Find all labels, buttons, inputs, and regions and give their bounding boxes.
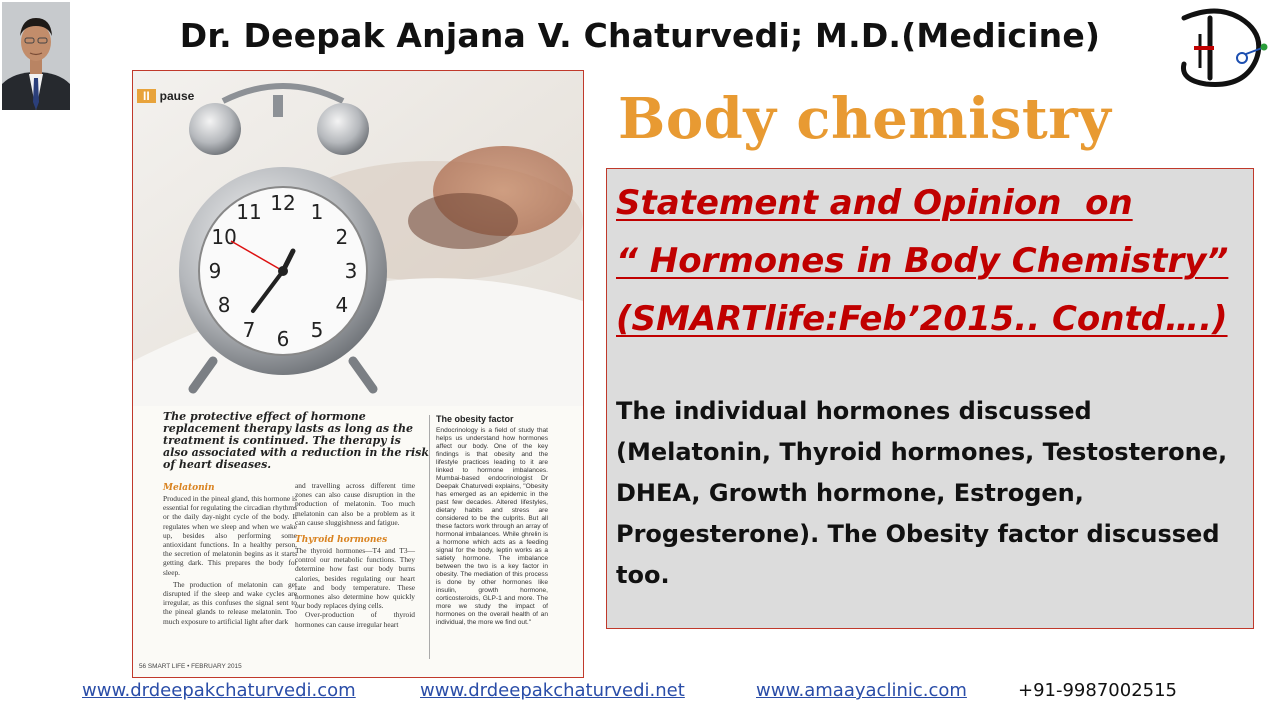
panel-heading-line-2: “ Hormones in Body Chemistry” — [616, 241, 1229, 281]
clock-number: 12 — [270, 191, 296, 215]
section-tag: II — [137, 89, 156, 103]
clock-number: 6 — [276, 327, 290, 351]
clock-number: 9 — [208, 259, 222, 283]
clock-number: 1 — [310, 200, 324, 225]
doctor-photo — [2, 2, 70, 110]
col2-text: and travelling across different time zones can also cause disruption in the production of melatonin. Too much melatonin can also be a problem as it can cause sluggishness and fatigue. — [295, 481, 415, 527]
magazine-column-2 — [295, 481, 415, 629]
obesity-text: Endocrinology is a field of study that helps us understand how hormones affect our body. One of the key findings is that obesity and the lifestyle practices leading to it are linked to hormone imbalances. Mumbai-based endocrinologist Dr Deepak Chaturvedi explains, "Obesity has emerged as an epidemic in the past few decades. Altered lifestyles, dietary habits and stress are considered to be the culprits. But all these factors work through an array of hormonal imbalances. While ghrelin is a hormone which acts as a feeding signal for the body, leptin works as a satiety hormone. The imbalance between the two is a key factor in obesity. The mediation of this process is done by other hormones like insulin, growth hormone, corticosteroids, GLP-1 and more. The more we study the impact of hormones on the overall health of an individual, the more we find out." — [436, 427, 548, 626]
statement-panel — [606, 168, 1254, 629]
thyroid-text-2: Over-production of thyroid hormones can cause irregular heart — [295, 610, 415, 629]
panel-body-text: The individual hormones discussed (Melatonin, Thyroid hormones, Testosterone, DHEA, Growth hormone, Estrogen, Progesterone). The Obesity factor discussed too. — [616, 397, 1228, 589]
clock-number: 7 — [242, 317, 256, 342]
magazine-section-label — [137, 89, 194, 105]
melatonin-text-2: The production of melatonin can get disrupted if the sleep and wake cycles are irregular, as this confuses the signal sent to the pineal glands to release melatonin. Too much exposure to artificial light after dark — [163, 579, 297, 626]
section-name: pause — [159, 89, 195, 103]
clock-number: 10 — [211, 225, 237, 249]
clock-number: 8 — [217, 293, 231, 317]
clock-number: 3 — [344, 259, 358, 283]
thyroid-text: The thyroid hormones—T4 and T3—control our metabolic functions. They determine how fast our body burns calories, besides regulating our heart rate and body temperature. These hormones also determine how quickly our body replaces dying cells. — [295, 546, 415, 611]
panel-heading-line-3: (SMARTlife:Feb’2015.. Contd….) — [616, 299, 1228, 339]
page-title: Dr. Deepak Anjana V. Chaturvedi; M.D.(Medicine) — [179, 16, 1101, 55]
footer-link-drdeepakchaturvedi-com[interactable]: www.drdeepakchaturvedi.com — [82, 680, 356, 701]
magazine-column-1 — [163, 479, 297, 626]
clock-number: 11 — [236, 200, 262, 225]
magazine-pullquote: The protective effect of hormone replacement therapy lasts as long as the treatment is continued. The therapy is also associated with a reduction in the risk of heart diseases. — [163, 410, 429, 471]
alarm-clock-photo — [133, 71, 583, 406]
clock-number: 5 — [310, 317, 324, 342]
magazine-page — [132, 70, 584, 678]
footer-phone: +91-9987002515 — [1018, 680, 1178, 701]
thyroid-heading: Thyroid hormones — [295, 535, 388, 546]
dd-logo — [1170, 4, 1278, 90]
obesity-heading: The obesity factor — [436, 414, 514, 424]
footer-link-drdeepakchaturvedi-net[interactable]: www.drdeepakchaturvedi.net — [420, 680, 685, 701]
body-chemistry-title: Body chemistry — [618, 86, 1112, 152]
melatonin-heading: Melatonin — [163, 483, 215, 493]
footer-link-amaayaclinic[interactable]: www.amaayaclinic.com — [756, 680, 967, 701]
magazine-column-3 — [429, 415, 548, 659]
melatonin-text: Produced in the pineal gland, this hormone is essential for regulating the circadian rhythms or the daily day-night cycle of the body. It regulates when we sleep and when we wake up, besides also performing some antioxidant functions. In a healthy person, the secretion of melatonin begins as it starts getting dark. This prepares the body for sleep. — [163, 494, 297, 577]
clock-number: 4 — [335, 293, 349, 317]
panel-heading-line-1: Statement and Opinion on — [616, 183, 1133, 223]
clock-number: 2 — [335, 225, 349, 249]
magazine-footer: 56 SMART LIFE • FEBRUARY 2015 — [139, 663, 242, 670]
